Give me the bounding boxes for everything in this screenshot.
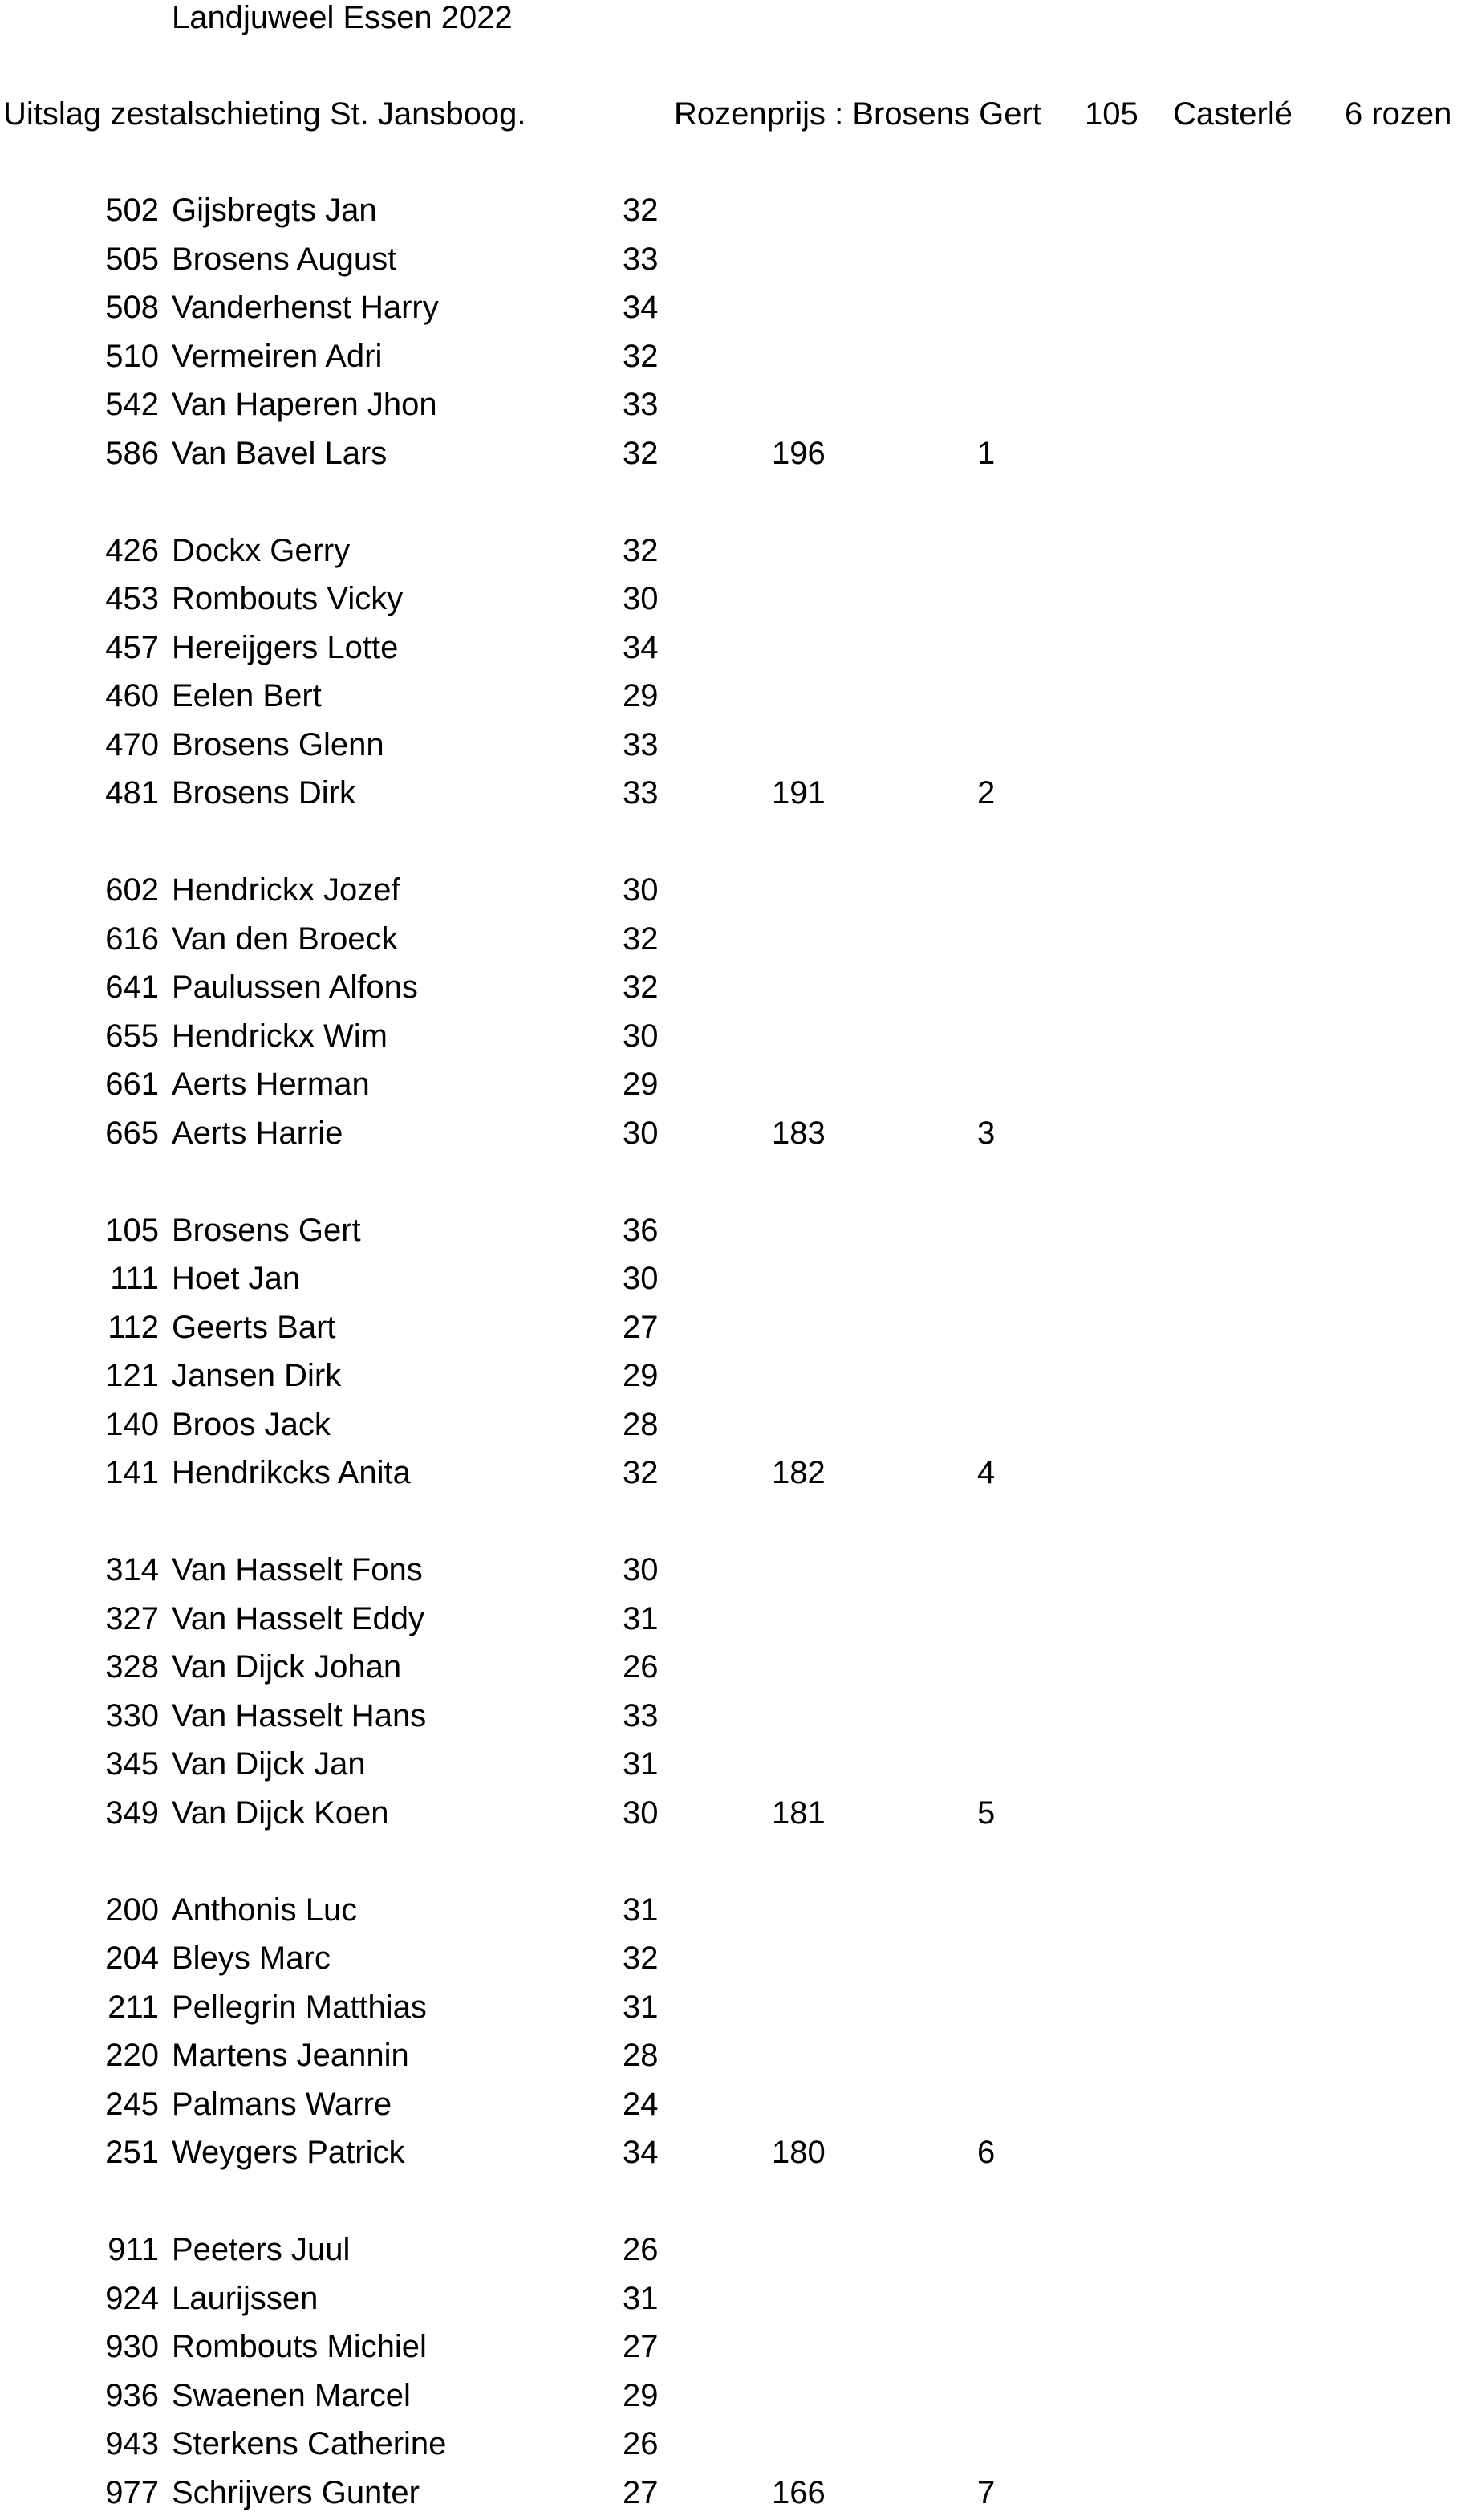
team-total: 182	[772, 1455, 826, 1490]
shooter-name: Van Dijck Koen	[172, 1794, 389, 1831]
shooter-score: 30	[623, 581, 659, 616]
shooter-score: 34	[623, 629, 659, 665]
shooter-number: 330	[105, 1697, 159, 1734]
table-row	[0, 189, 1457, 238]
table-row	[0, 287, 1457, 335]
shooter-name: Van Dijck Jan	[172, 1746, 366, 1782]
shooter-name: Peeters Juul	[172, 2232, 351, 2267]
shooter-number: 502	[105, 193, 159, 228]
shooter-score: 34	[623, 290, 659, 325]
shooter-number: 924	[105, 2280, 159, 2316]
shooter-name: Anthonis Luc	[172, 1892, 358, 1928]
shooter-number: 112	[108, 1309, 159, 1345]
table-row	[0, 1404, 1457, 1452]
shooter-name: Gijsbregts Jan	[172, 193, 377, 228]
shooter-score: 33	[623, 241, 659, 277]
shooter-score: 26	[623, 2232, 659, 2267]
team-total: 196	[772, 435, 826, 471]
table-row	[0, 2326, 1457, 2374]
shooter-name: Laurijssen	[172, 2280, 319, 2316]
table-row	[0, 1063, 1457, 1112]
table-row	[0, 1743, 1457, 1791]
shooter-score: 26	[623, 1649, 659, 1685]
table-row	[0, 2375, 1457, 2423]
shooter-name: Rombouts Vicky	[172, 581, 404, 616]
shooter-name: Brosens Glenn	[172, 726, 384, 762]
table-row	[0, 1889, 1457, 1937]
table-row	[0, 1258, 1457, 1306]
team-rank: 1	[977, 435, 996, 471]
table-row	[0, 578, 1457, 626]
shooter-score: 31	[623, 2280, 659, 2316]
rozenprijs-number: 105	[1085, 96, 1138, 132]
shooter-number: 327	[105, 1600, 159, 1636]
shooter-score: 30	[623, 1115, 659, 1151]
page-title: Landjuweel Essen 2022	[172, 0, 513, 35]
table-row	[0, 2423, 1457, 2471]
shooter-name: Broos Jack	[172, 1406, 331, 1442]
shooter-number: 616	[105, 921, 159, 957]
table-row	[0, 724, 1457, 772]
table-row	[0, 1598, 1457, 1646]
shooter-number: 140	[105, 1406, 159, 1442]
shooter-score: 31	[623, 1600, 659, 1636]
shooter-name: Van Hasselt Hans	[172, 1697, 427, 1734]
shooter-name: Vermeiren Adri	[172, 338, 383, 374]
shooter-number: 328	[105, 1649, 159, 1685]
shooter-name: Schrijvers Gunter	[172, 2474, 420, 2510]
table-row	[0, 1695, 1457, 1743]
shooter-name: Hendrikcks Anita	[172, 1455, 411, 1490]
shooter-number: 943	[105, 2426, 159, 2461]
team-rank: 6	[977, 2135, 996, 2170]
team-total: 166	[772, 2474, 826, 2510]
shooter-score: 33	[623, 726, 659, 762]
shooter-number: 505	[105, 241, 159, 277]
shooter-number: 245	[105, 2086, 159, 2122]
table-row	[0, 1307, 1457, 1355]
table-row	[0, 2034, 1457, 2083]
team-rank: 4	[977, 1455, 996, 1490]
shooter-number: 510	[105, 338, 159, 374]
team-rank: 7	[977, 2474, 996, 2510]
table-row	[0, 384, 1457, 432]
table-row	[0, 1937, 1457, 1986]
shooter-number: 641	[105, 969, 159, 1005]
shooter-name: Aerts Herman	[172, 1067, 370, 1102]
team-rank: 5	[977, 1794, 996, 1831]
shooter-number: 586	[105, 435, 159, 471]
shooter-score: 31	[623, 1746, 659, 1782]
shooter-name: Jansen Dirk	[172, 1358, 342, 1393]
shooter-number: 977	[105, 2474, 159, 2510]
shooter-score: 29	[623, 2377, 659, 2413]
shooter-name: Martens Jeannin	[172, 2038, 409, 2073]
shooter-name: Hendrickx Wim	[172, 1018, 388, 1054]
shooter-score: 30	[623, 1794, 659, 1831]
table-row	[0, 2229, 1457, 2277]
table-row	[0, 966, 1457, 1014]
table-row	[0, 918, 1457, 966]
shooter-name: Weygers Patrick	[172, 2135, 405, 2170]
shooter-name: Hendrickx Jozef	[172, 872, 400, 908]
shooter-score: 30	[623, 1261, 659, 1296]
shooter-name: Geerts Bart	[172, 1309, 336, 1345]
shooter-score: 32	[623, 193, 659, 228]
shooter-score: 27	[623, 2474, 659, 2510]
table-row	[0, 433, 1457, 481]
table-row	[0, 1452, 1457, 1500]
team-total: 180	[772, 2135, 826, 2170]
team-rank: 3	[977, 1115, 996, 1151]
shooter-score: 29	[623, 1358, 659, 1393]
shooter-number: 220	[105, 2038, 159, 2073]
table-row	[0, 675, 1457, 723]
table-row	[0, 1209, 1457, 1258]
shooter-score: 32	[623, 532, 659, 568]
table-row	[0, 627, 1457, 675]
shooter-number: 470	[105, 726, 159, 762]
shooter-number: 481	[105, 775, 159, 811]
team-total: 181	[772, 1794, 826, 1831]
table-row	[0, 772, 1457, 820]
shooter-number: 345	[105, 1746, 159, 1782]
team-rank: 2	[977, 775, 996, 811]
shooter-number: 314	[105, 1552, 159, 1587]
shooter-number: 141	[105, 1455, 159, 1490]
shooter-number: 200	[105, 1892, 159, 1928]
shooter-name: Vanderhenst Harry	[172, 290, 439, 325]
shooter-score: 34	[623, 2135, 659, 2170]
table-row	[0, 335, 1457, 384]
shooter-name: Van den Broeck	[172, 921, 398, 957]
shooter-name: Dockx Gerry	[172, 532, 351, 568]
shooter-score: 33	[623, 387, 659, 422]
shooter-number: 665	[105, 1115, 159, 1151]
shooter-name: Van Dijck Johan	[172, 1649, 402, 1685]
shooter-score: 27	[623, 2329, 659, 2364]
table-row	[0, 1646, 1457, 1694]
shooter-name: Brosens Dirk	[172, 775, 355, 811]
shooter-name: Hereijgers Lotte	[172, 629, 399, 665]
shooter-score: 33	[623, 775, 659, 811]
shooter-name: Van Bavel Lars	[172, 435, 388, 471]
shooter-name: Hoet Jan	[172, 1261, 301, 1296]
shooter-score: 32	[623, 435, 659, 471]
shooter-name: Paulussen Alfons	[172, 969, 418, 1005]
team-total: 183	[772, 1115, 826, 1151]
shooter-name: Sterkens Catherine	[172, 2426, 447, 2461]
shooter-score: 28	[623, 1406, 659, 1442]
table-row	[0, 238, 1457, 287]
rozenprijs-club: Casterlé	[1173, 96, 1293, 132]
table-row	[0, 1549, 1457, 1597]
shooter-number: 655	[105, 1018, 159, 1054]
rozenprijs-label: Rozenprijs : Brosens Gert	[674, 96, 1041, 132]
table-row	[0, 1792, 1457, 1840]
table-row	[0, 1355, 1457, 1403]
shooter-name: Van Haperen Jhon	[172, 387, 437, 422]
shooter-score: 32	[623, 921, 659, 957]
table-row	[0, 2472, 1457, 2520]
shooter-number: 211	[108, 1989, 159, 2025]
table-row	[0, 2083, 1457, 2132]
shooter-score: 32	[623, 1455, 659, 1490]
shooter-number: 457	[105, 629, 159, 665]
table-row	[0, 2132, 1457, 2180]
team-total: 191	[772, 775, 826, 811]
shooter-number: 204	[105, 1941, 159, 1976]
table-row	[0, 1986, 1457, 2034]
shooter-number: 111	[110, 1261, 159, 1296]
results-subtitle: Uitslag zestalschieting St. Jansboog.	[3, 96, 526, 132]
shooter-score: 29	[623, 678, 659, 713]
shooter-number: 930	[105, 2329, 159, 2364]
shooter-name: Pellegrin Matthias	[172, 1989, 427, 2025]
shooter-score: 24	[623, 2086, 659, 2122]
rozenprijs-roses: 6 rozen	[1345, 96, 1452, 132]
shooter-number: 460	[105, 678, 159, 713]
shooter-number: 542	[105, 387, 159, 422]
shooter-number: 508	[105, 290, 159, 325]
shooter-name: Van Hasselt Fons	[172, 1552, 423, 1587]
shooter-score: 31	[623, 1989, 659, 2025]
shooter-number: 349	[105, 1794, 159, 1831]
shooter-number: 911	[108, 2232, 159, 2267]
shooter-score: 32	[623, 1941, 659, 1976]
shooter-name: Van Hasselt Eddy	[172, 1600, 424, 1636]
table-row	[0, 869, 1457, 917]
shooter-name: Brosens Gert	[172, 1212, 361, 1248]
table-row	[0, 530, 1457, 578]
shooter-score: 28	[623, 2038, 659, 2073]
shooter-name: Eelen Bert	[172, 678, 322, 713]
shooter-number: 602	[105, 872, 159, 908]
table-row	[0, 2278, 1457, 2326]
shooter-score: 31	[623, 1892, 659, 1928]
shooter-name: Palmans Warre	[172, 2086, 392, 2122]
shooter-score: 30	[623, 1018, 659, 1054]
shooter-number: 105	[105, 1212, 159, 1248]
table-row	[0, 1112, 1457, 1160]
shooter-score: 32	[623, 969, 659, 1005]
shooter-number: 661	[105, 1067, 159, 1102]
shooter-score: 30	[623, 1552, 659, 1587]
shooter-score: 26	[623, 2426, 659, 2461]
shooter-score: 29	[623, 1067, 659, 1102]
shooter-number: 121	[105, 1358, 159, 1393]
shooter-score: 32	[623, 338, 659, 374]
shooter-name: Brosens August	[172, 241, 397, 277]
table-row	[0, 1015, 1457, 1063]
shooter-score: 27	[623, 1309, 659, 1345]
shooter-name: Swaenen Marcel	[172, 2377, 411, 2413]
shooter-score: 36	[623, 1212, 659, 1248]
shooter-score: 33	[623, 1697, 659, 1734]
shooter-number: 251	[105, 2135, 159, 2170]
shooter-number: 936	[105, 2377, 159, 2413]
shooter-number: 426	[105, 532, 159, 568]
shooter-score: 30	[623, 872, 659, 908]
shooter-number: 453	[105, 581, 159, 616]
shooter-name: Aerts Harrie	[172, 1115, 343, 1151]
shooter-name: Bleys Marc	[172, 1941, 331, 1976]
shooter-name: Rombouts Michiel	[172, 2329, 427, 2364]
